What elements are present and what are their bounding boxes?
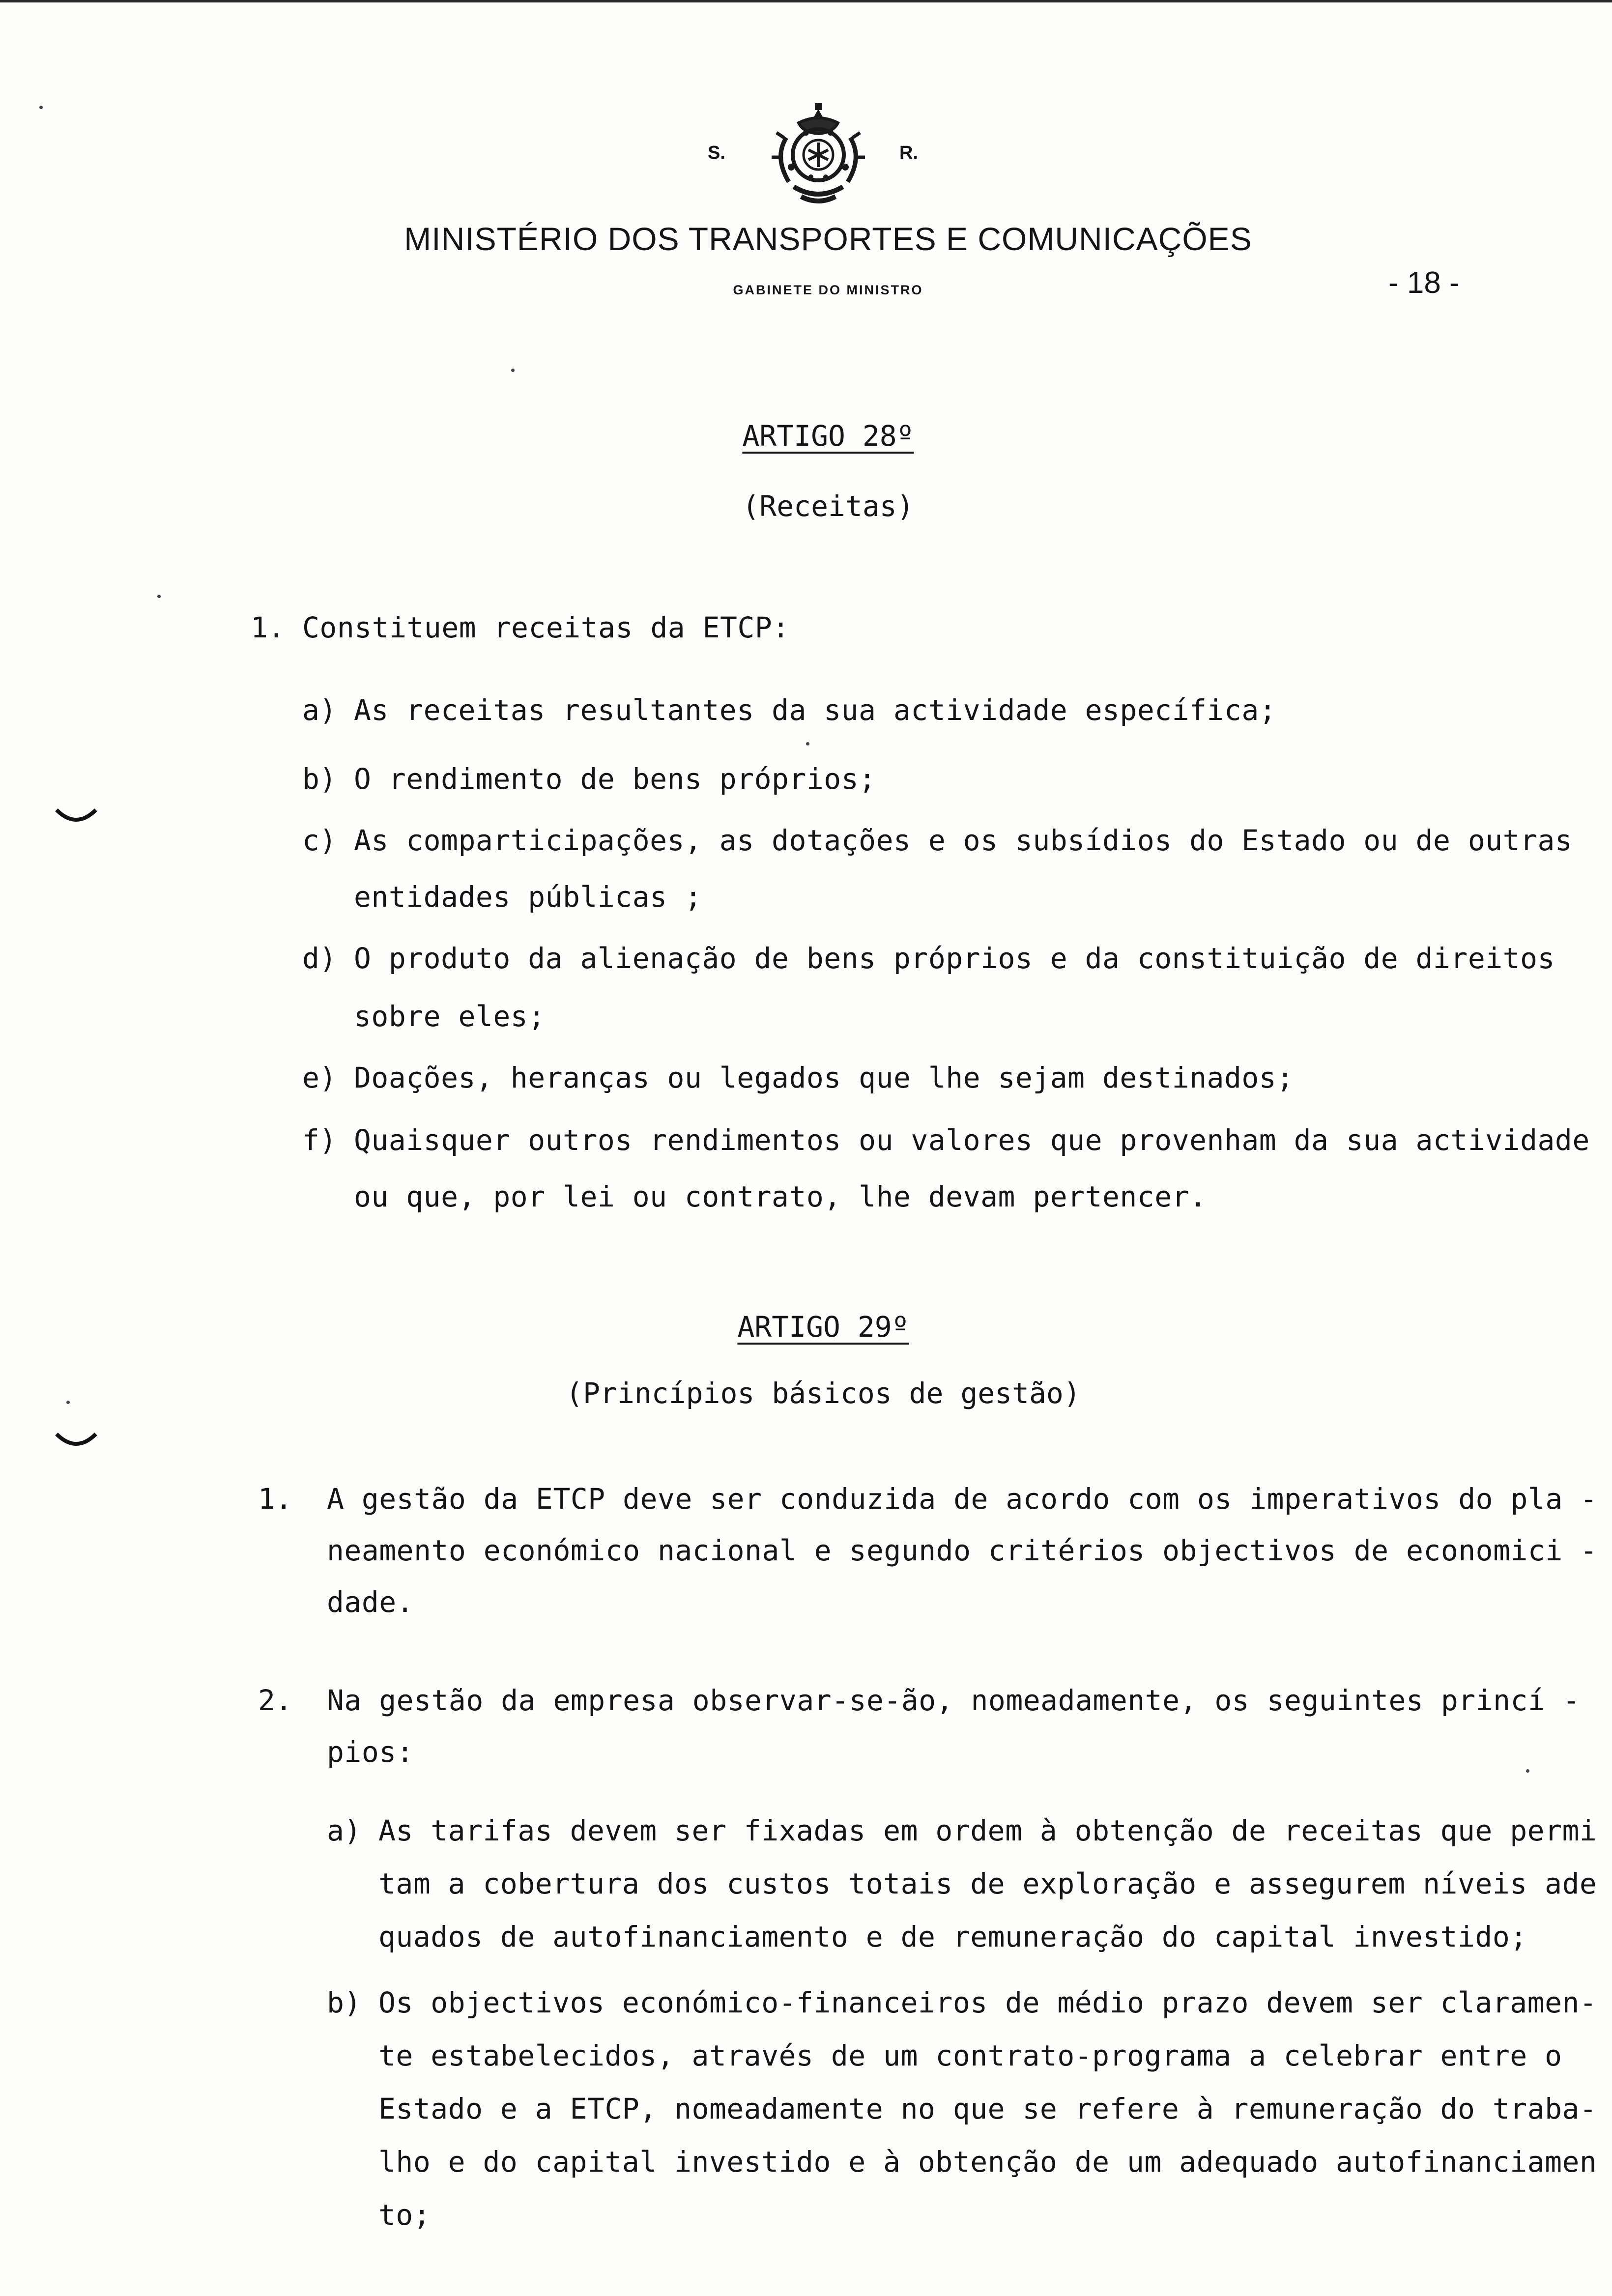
- list-item-label: a): [327, 1814, 361, 1847]
- scan-speck: [66, 1401, 70, 1404]
- list-item-label: c): [302, 824, 337, 857]
- article-29-title: [0, 1310, 1612, 1344]
- article-28-title: [0, 419, 1612, 453]
- paragraph-line: dade.: [327, 1585, 414, 1619]
- list-item-line: Os objectivos económico-financeiros de médio prazo devem ser claramen-: [378, 1986, 1597, 2019]
- article-29-subtitle: (Princípios básicos de gestão): [566, 1377, 1081, 1410]
- list-item-line: te estabelecidos, através de um contrato-programa a celebrar entre o: [378, 2039, 1562, 2072]
- list-item-label: b): [327, 1986, 361, 2019]
- list-item-line: As tarifas devem ser fixadas em ordem à obtenção de receitas que permi: [378, 1814, 1597, 1847]
- article-28-paragraph-text: Constituem receitas da ETCP:: [302, 611, 790, 644]
- coat-of-arms-icon: [757, 103, 880, 209]
- list-item-line: O produto da alienação de bens próprios e da constituição de direitos: [354, 942, 1555, 975]
- binding-hole-mark: [54, 1430, 98, 1450]
- letterhead-right-letter: R.: [899, 143, 918, 163]
- article-29-paragraph-2-number: 2.: [258, 1684, 292, 1717]
- list-item-label: e): [302, 1061, 337, 1094]
- list-item-line: ou que, por lei ou contrato, lhe devam pertencer.: [354, 1180, 1207, 1213]
- list-item-line: tam a cobertura dos custos totais de exploração e assegurem níveis ade: [378, 1867, 1597, 1900]
- list-item-line: sobre eles;: [354, 1000, 546, 1033]
- list-item-line: quados de autofinanciamento e de remuneração do capital investido;: [378, 1920, 1527, 1953]
- scan-speck: [511, 369, 515, 372]
- list-item-line: lho e do capital investido e à obtenção de um adequado autofinanciamen: [378, 2145, 1597, 2179]
- list-item-label: a): [302, 693, 337, 727]
- paragraph-line: Na gestão da empresa observar-se-ão, nomeadamente, os seguintes princí -: [327, 1684, 1581, 1717]
- list-item-line: As receitas resultantes da sua actividade específica;: [354, 693, 1277, 727]
- page-number: - 18 -: [1388, 266, 1460, 300]
- scan-speck: [157, 595, 161, 598]
- paragraph-line: neamento económico nacional e segundo critérios objectivos de economici -: [327, 1534, 1598, 1567]
- article-28-subtitle: (Receitas): [742, 489, 914, 523]
- list-item-label: b): [302, 762, 337, 796]
- letterhead-left-letter: S.: [708, 143, 725, 163]
- paragraph-line: pios:: [327, 1735, 414, 1769]
- list-item-line: Estado e a ETCP, nomeadamente no que se refere à remuneração do traba-: [378, 2092, 1597, 2125]
- article-29-paragraph-1-number: 1.: [258, 1482, 292, 1516]
- article-29-title-text: ARTIGO 29º: [737, 1310, 909, 1344]
- list-item-line: to;: [378, 2198, 431, 2232]
- ministry-name: MINISTÉRIO DOS TRANSPORTES E COMUNICAÇÕES: [404, 221, 1252, 257]
- list-item-line: Doações, heranças ou legados que lhe sejam destinados;: [354, 1061, 1294, 1094]
- article-28-paragraph-number: 1.: [251, 611, 285, 644]
- scan-speck: [39, 106, 43, 109]
- list-item-label: f): [302, 1123, 337, 1157]
- list-item-label: d): [302, 942, 337, 975]
- top-edge-rule: [0, 0, 1612, 2]
- binding-hole-mark: [54, 806, 98, 826]
- article-28-title-text: ARTIGO 28º: [742, 419, 914, 453]
- cabinet-name: GABINETE DO MINISTRO: [733, 283, 923, 297]
- list-item-line: As comparticipações, as dotações e os subsídios do Estado ou de outras: [354, 824, 1573, 857]
- scan-speck: [1526, 1769, 1529, 1773]
- scan-speck: [806, 742, 809, 746]
- list-item-line: entidades públicas ;: [354, 880, 702, 914]
- letterhead-emblem-row: [698, 103, 944, 216]
- list-item-line: O rendimento de bens próprios;: [354, 762, 876, 796]
- paragraph-line: A gestão da ETCP deve ser conduzida de acordo com os imperativos do pla -: [327, 1482, 1598, 1516]
- list-item-line: Quaisquer outros rendimentos ou valores que provenham da sua actividade: [354, 1123, 1590, 1157]
